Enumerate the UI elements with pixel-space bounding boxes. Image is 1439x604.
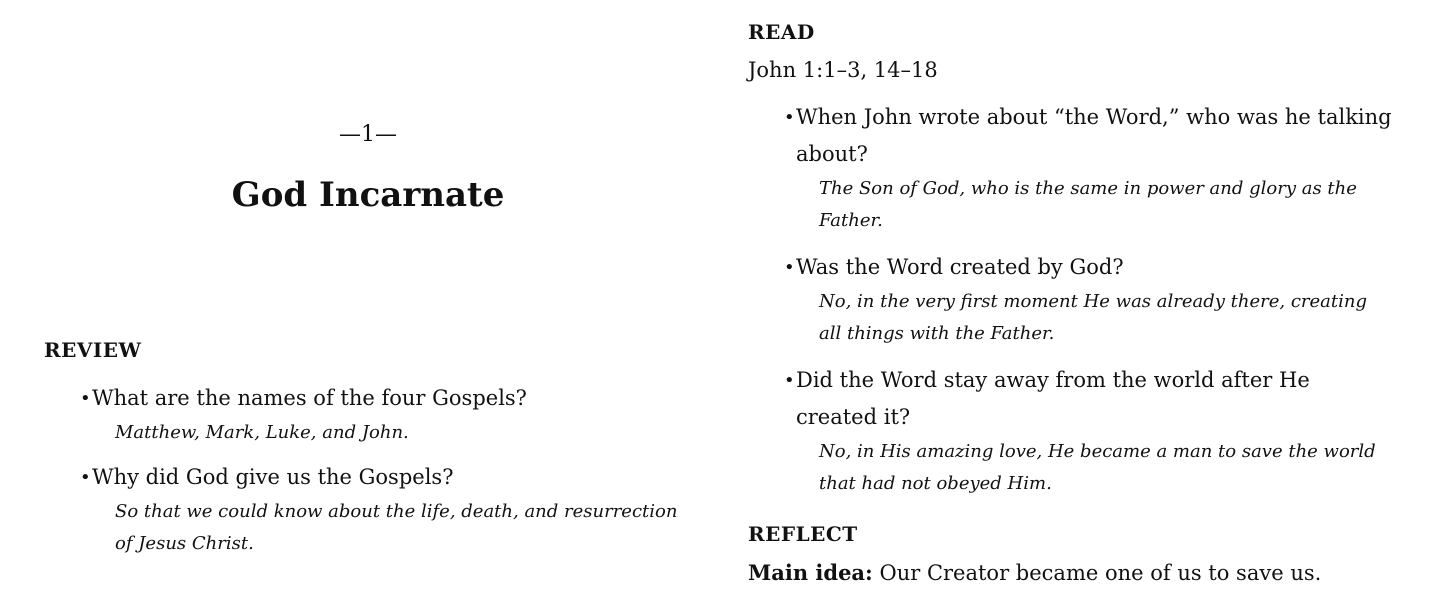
read-question-item: [784, 362, 1394, 500]
read-question-item: [784, 249, 1394, 350]
read-question: [784, 99, 1394, 173]
read-question: [784, 249, 1394, 286]
scripture-reference: John 1:1–3, 14–18: [748, 58, 938, 82]
review-question-item: [80, 380, 680, 449]
bullet-icon: •: [80, 388, 91, 409]
bullet-icon: •: [784, 257, 795, 278]
read-answer: No, in the very first moment He was already there, creating all things with the Father.: [819, 291, 1368, 344]
read-answer: No, in His amazing love, He became a man to save the world that had not obeyed Him.: [819, 441, 1376, 494]
review-question: [80, 380, 680, 417]
main-idea-label: Main idea:: [748, 560, 873, 585]
read-question-list: [784, 99, 1394, 512]
bullet-icon: •: [784, 370, 795, 391]
read-question-item: [784, 99, 1394, 237]
read-question-text: When John wrote about “the Word,” who was he talking about?: [796, 105, 1392, 166]
review-question-item: [80, 459, 680, 560]
review-answer: Matthew, Mark, Luke, and John.: [115, 422, 409, 443]
review-question: [80, 459, 680, 496]
chapter-title: God Incarnate: [231, 175, 505, 215]
read-question-text: Was the Word created by God?: [796, 255, 1124, 279]
reflect-heading: REFLECT: [748, 522, 858, 546]
bullet-icon: •: [80, 467, 91, 488]
read-question-text: Did the Word stay away from the world after He created it?: [796, 368, 1310, 429]
read-heading: READ: [748, 20, 815, 44]
review-heading: REVIEW: [44, 338, 142, 362]
review-question-text: What are the names of the four Gospels?: [92, 386, 527, 410]
read-answer: The Son of God, who is the same in power and glory as the Father.: [819, 178, 1357, 231]
review-question-text: Why did God give us the Gospels?: [92, 465, 454, 489]
main-idea-text: Our Creator became one of us to save us.: [879, 561, 1322, 585]
right-page-column: [748, 0, 1428, 604]
bullet-icon: •: [784, 107, 795, 128]
read-question: [784, 362, 1394, 436]
main-idea: [748, 557, 1321, 589]
review-question-list: [80, 380, 680, 570]
chapter-number: —1—: [339, 122, 397, 147]
review-answer: So that we could know about the life, death, and resurrection of Jesus Christ.: [115, 501, 678, 554]
